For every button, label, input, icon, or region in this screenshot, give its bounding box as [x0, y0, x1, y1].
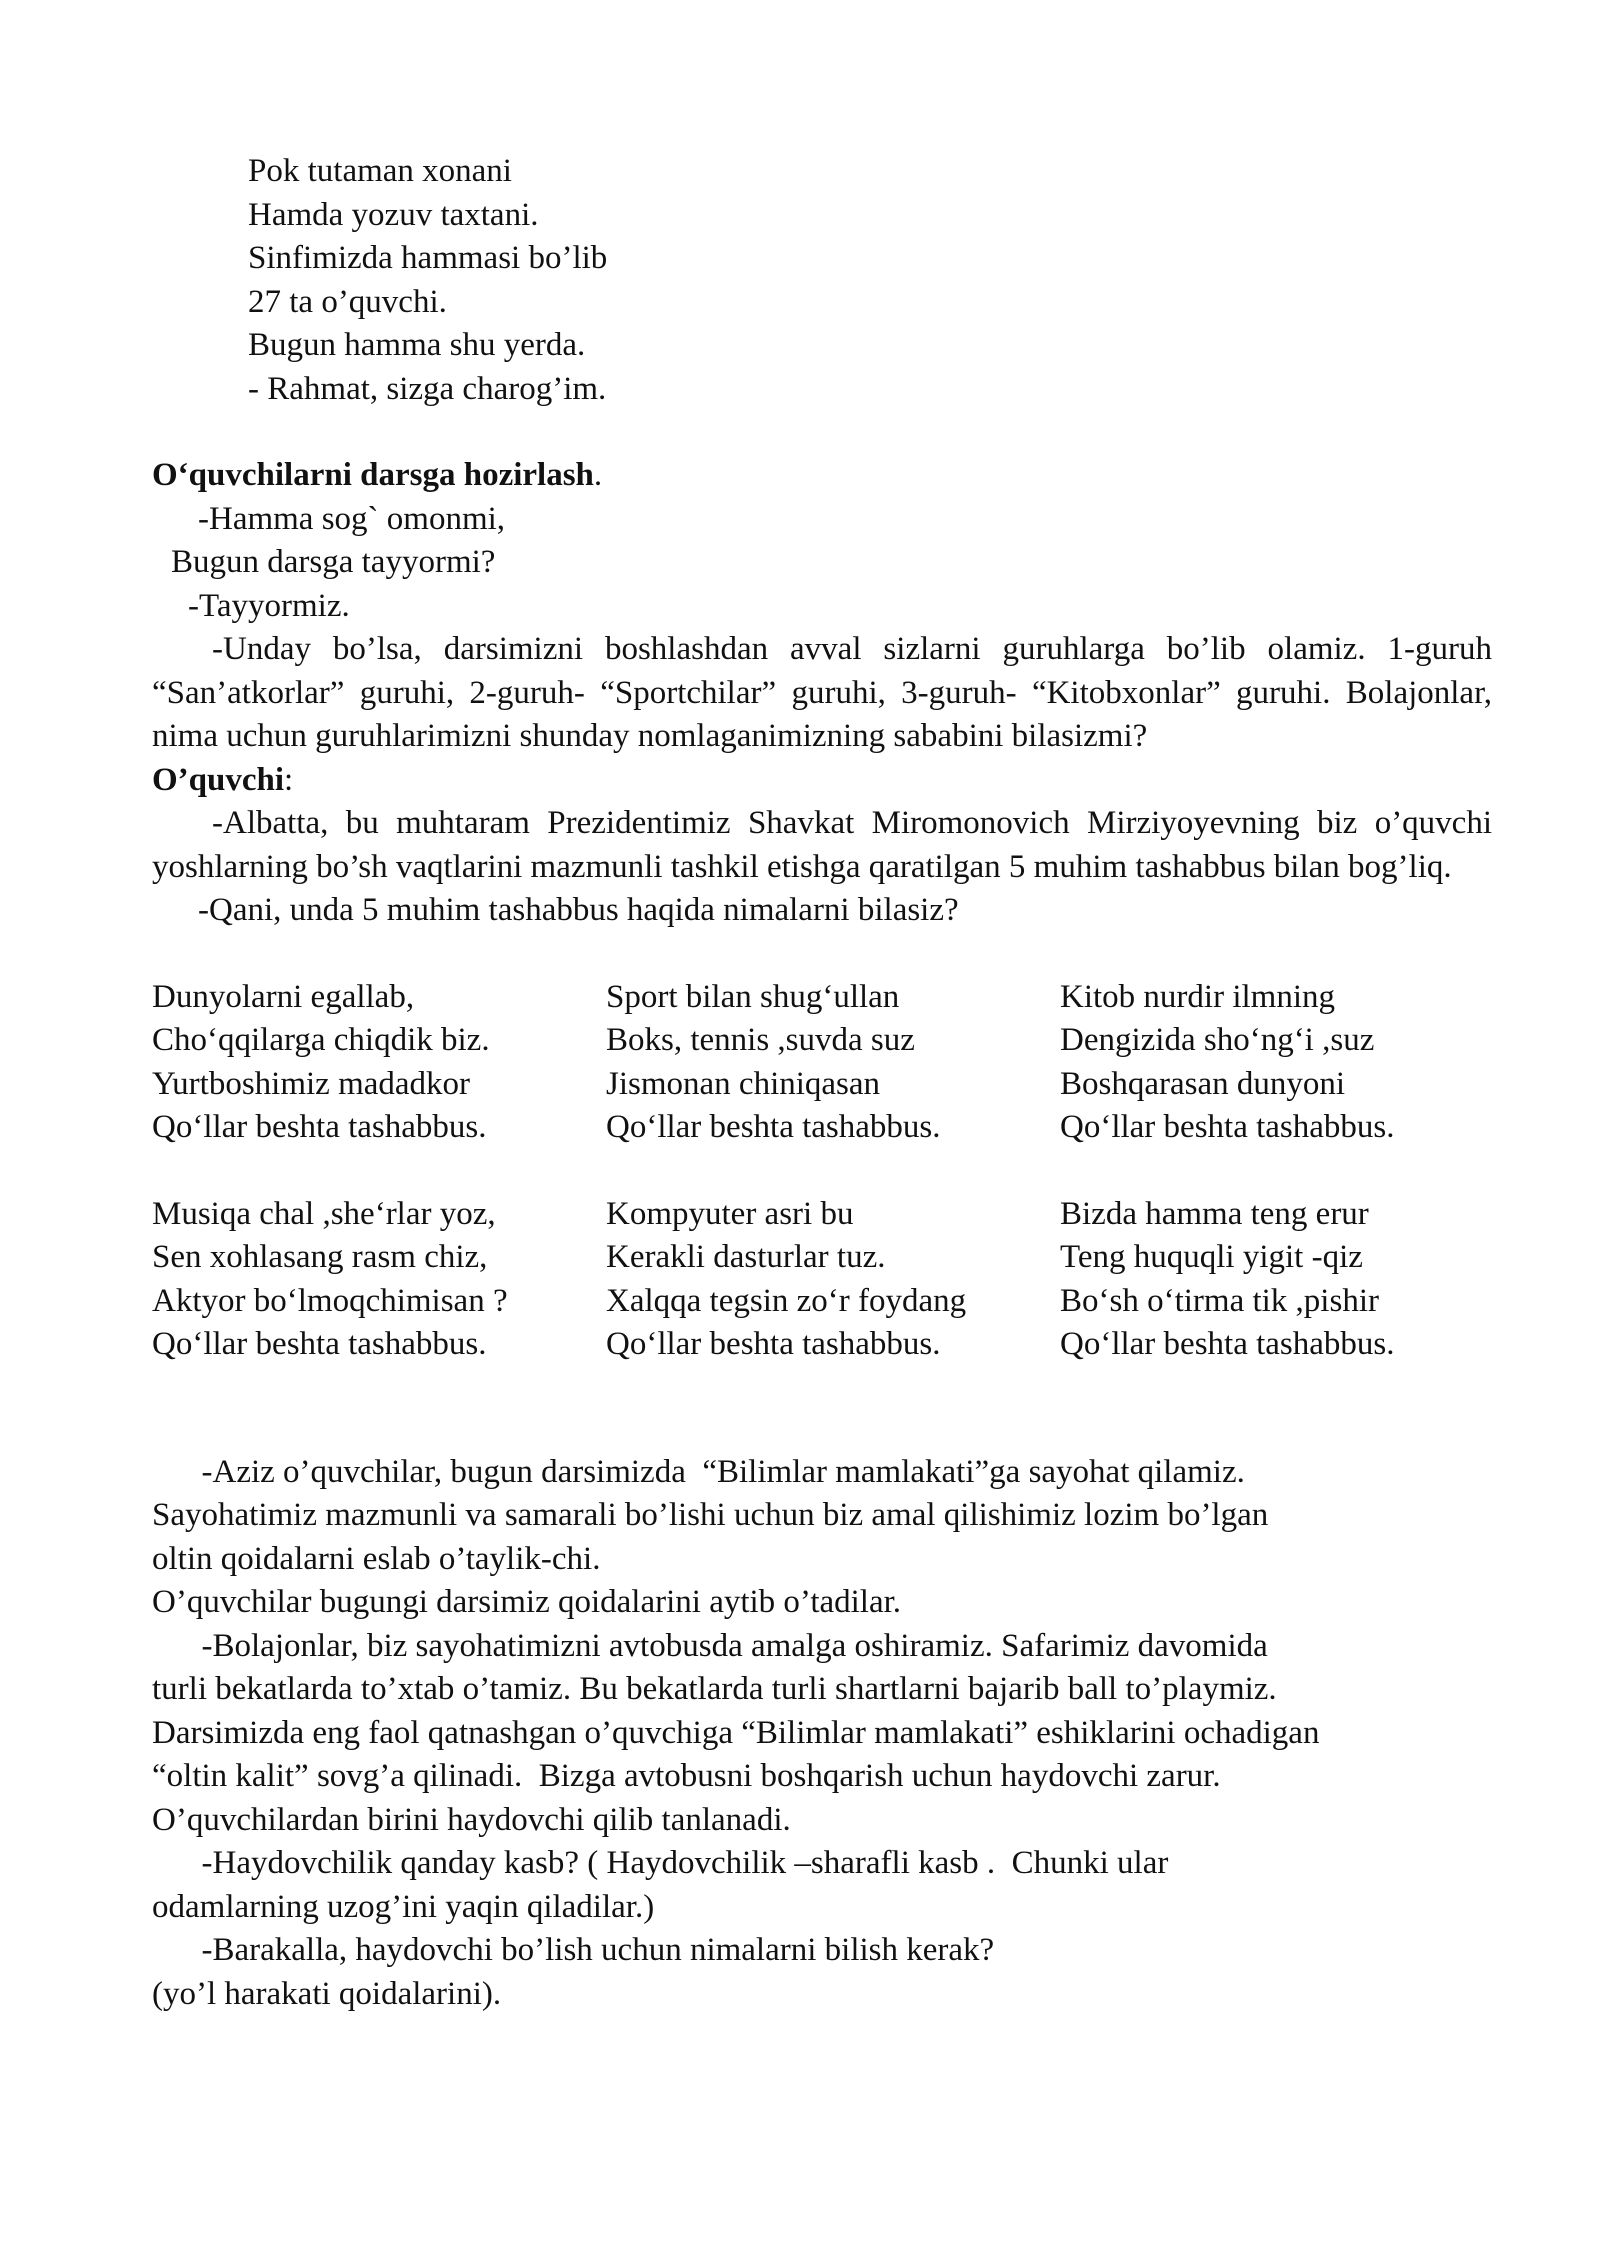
stanza-line: Cho‘qqilarga chiqdik biz.	[152, 1022, 490, 1058]
question-line: -Qani, unda 5 muhim tashabbus haqida nimalarni bilasiz?	[198, 892, 959, 928]
dialogue-line: -Tayyormiz.	[188, 587, 350, 624]
stanza-line: Teng huquqli yigit -qiz	[1060, 1239, 1363, 1275]
poem-line: Hamda yozuv taxtani.	[248, 196, 539, 233]
section-heading-text: O‘quvchilarni darsga hozirlash	[152, 457, 594, 493]
stanza-line: Kompyuter asri bu	[606, 1195, 854, 1232]
closing-line: turli bekatlarda to’xtab o’tamiz. Bu bekatlarda turli shartlarni bajarib ball to’playmiz.	[152, 1671, 1277, 1707]
poem-line: Pok tutaman xonani	[248, 153, 512, 189]
stanza-line: Musiqa chal ,she‘rlar yoz,	[152, 1195, 496, 1232]
stanza	[152, 976, 606, 1150]
stanza-line: Aktyor bo‘lmoqchimisan ?	[152, 1282, 508, 1319]
poem-line: Bugun hamma shu yerda.	[248, 327, 586, 363]
stanza-line: Boks, tennis ,suvda suz	[606, 1022, 915, 1058]
closing-line: O’quvchilar bugungi darsimiz qoidalarini aytib o’tadilar.	[152, 1584, 902, 1620]
stanza-line: Dengizida sho‘ng‘i ,suz	[1060, 1022, 1375, 1058]
closing-line: -Bolajonlar, biz sayohatimizni avtobusda amalga oshiramiz. Safarimiz davomida	[152, 1627, 1268, 1664]
closing-text	[152, 1451, 1492, 2017]
closing-line: “oltin kalit” sovg’a qilinadi. Bizga avtobusni boshqarish uchun haydovchi zarur.	[152, 1758, 1221, 1794]
closing-line: Darsimizda eng faol qatnashgan o’quvchiga “Bilimlar mamlakati” eshiklarini ochadigan	[152, 1714, 1320, 1751]
stanza-line: Bo‘sh o‘tirma tik ,pishir	[1060, 1282, 1379, 1319]
closing-line: (yo’l harakati qoidalarini).	[152, 1975, 502, 2012]
stanza-line: Yurtboshimiz madadkor	[152, 1065, 471, 1102]
stanza-line: Bizda hamma teng erur	[1060, 1195, 1369, 1232]
stanza-line: Kerakli dasturlar tuz.	[606, 1239, 886, 1275]
stanza-line: Qo‘llar beshta tashabbus.	[1060, 1109, 1395, 1145]
stanza-line: Boshqarasan dunyoni	[1060, 1065, 1346, 1102]
stanza-line: Qo‘llar beshta tashabbus.	[606, 1109, 941, 1145]
closing-line: odamlarning uzog’ini yaqin qiladilar.)	[152, 1888, 655, 1925]
closing-line: -Aziz o’quvchilar, bugun darsimizda “Bilimlar mamlakati”ga sayohat qilamiz.	[152, 1453, 1245, 1490]
poem-line: - Rahmat, sizga charog’im.	[248, 370, 607, 407]
stanza-line: Jismonan chiniqasan	[606, 1065, 881, 1102]
stanza	[606, 976, 1060, 1150]
stanza	[1060, 976, 1500, 1150]
section-heading-suffix: .	[593, 457, 603, 493]
stanza	[152, 1193, 606, 1367]
closing-line: -Barakalla, haydovchi bo’lish uchun nimalarni bilish kerak?	[152, 1932, 995, 1968]
stanza-line: Sen xohlasang rasm chiz,	[152, 1239, 488, 1275]
stanza-line: Qo‘llar beshta tashabbus.	[1060, 1326, 1395, 1362]
stanza-line: Kitob nurdir ilmning	[1060, 978, 1335, 1015]
paragraph-pupil: -Albatta, bu muhtaram Prezidentimiz Shavkat Miromonovich Mirziyoyevning biz o’quvchi yoshlarning bo’sh vaqtlarini mazmunli tashkil etishga qaratilgan 5 muhim tashabbus bilan bog’liq.	[152, 805, 1492, 885]
stanza-line: Dunyolarni egallab,	[152, 978, 415, 1015]
paragraph-groups: -Unday bo’lsa, darsimizni boshlashdan avval sizlarni guruhlarga bo’lib olamiz. 1-guruh “San’atkorlar” guruhi, 2-guruh- “Sportchilar” guruhi, 3-guruh- “Kitobxonlar” guruhi. Bolajonlar, nima uchun guruhlarimizni shunday nomlaganimizning sababini bilasizmi?	[152, 631, 1492, 754]
stanza-row-2	[152, 1193, 1492, 1367]
stanza-line: Qo‘llar beshta tashabbus.	[152, 1326, 487, 1362]
pupil-label-suffix: :	[284, 761, 294, 798]
closing-line: O’quvchilardan birini haydovchi qilib tanlanadi.	[152, 1801, 791, 1838]
stanza-line: Qo‘llar beshta tashabbus.	[606, 1326, 941, 1362]
section-heading	[152, 454, 1492, 498]
poem-line: 27 ta o’quvchi.	[248, 283, 447, 320]
pupil-label	[152, 759, 1492, 803]
stanza-line: Xalqqa tegsin zo‘r foydang	[606, 1282, 967, 1319]
stanza-line: Sport bilan shug‘ullan	[606, 978, 900, 1015]
stanza	[1060, 1193, 1500, 1367]
poem-line: Sinfimizda hammasi bo’lib	[248, 240, 608, 276]
intro-poem	[152, 150, 1492, 411]
pupil-label-text: O’quvchi	[152, 761, 285, 798]
closing-line: -Haydovchilik qanday kasb? ( Haydovchilik –sharafli kasb . Chunki ular	[152, 1845, 1169, 1881]
stanza-line: Qo‘llar beshta tashabbus.	[152, 1109, 487, 1145]
closing-line: oltin qoidalarni eslab o’taylik-chi.	[152, 1540, 601, 1577]
dialogue-line: -Hamma sog` omonmi,	[198, 500, 506, 537]
stanza	[606, 1193, 1060, 1367]
dialogue-line: Bugun darsga tayyormi?	[171, 544, 496, 580]
closing-line: Sayohatimiz mazmunli va samarali bo’lishi uchun biz amal qilishimiz lozim bo’lgan	[152, 1497, 1269, 1533]
stanza-row-1	[152, 976, 1492, 1150]
